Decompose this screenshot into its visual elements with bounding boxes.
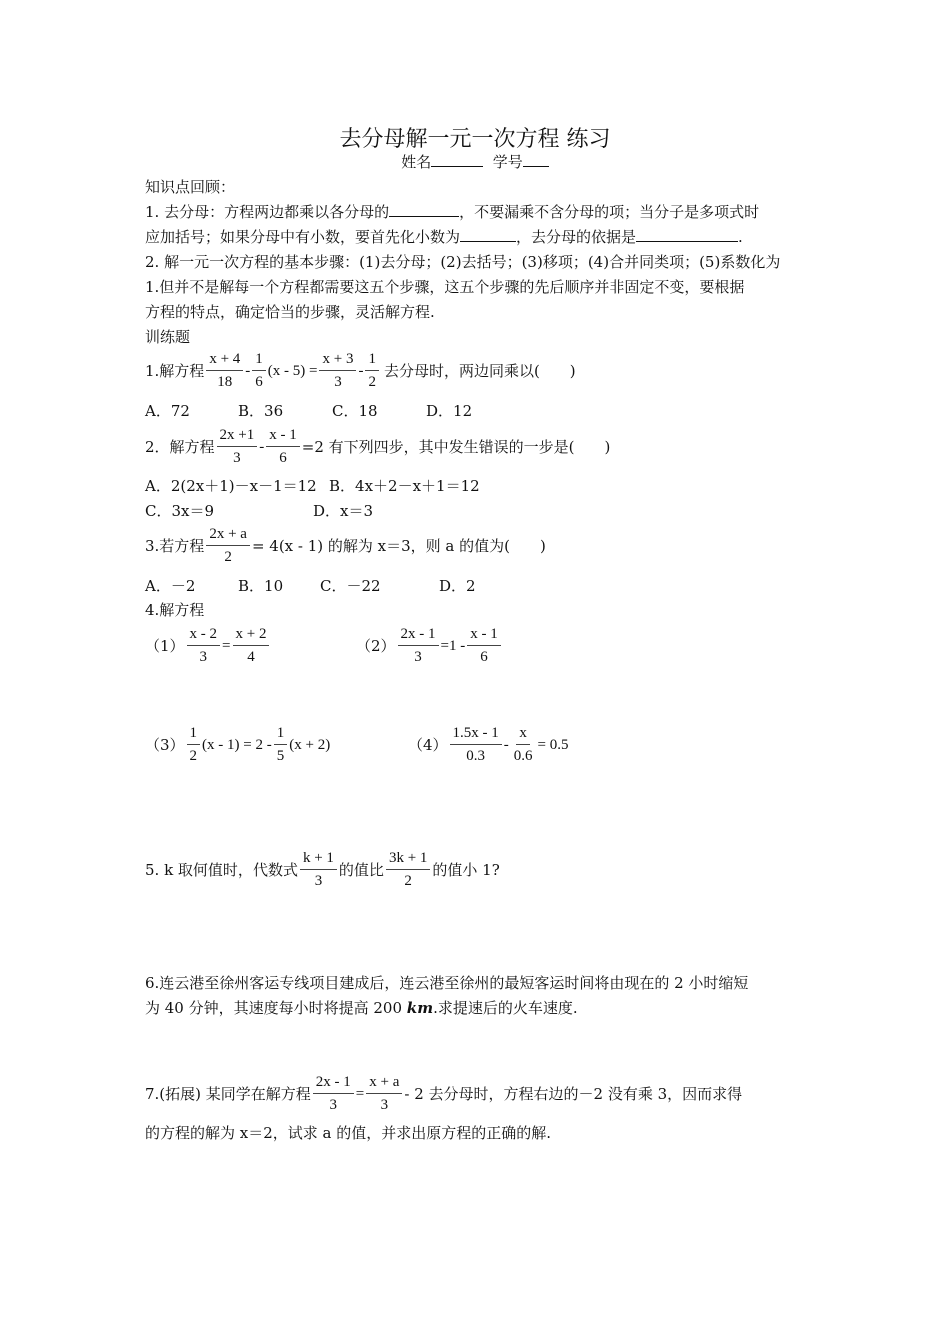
fraction [206, 525, 250, 566]
review-heading: 知识点回顾： [145, 178, 236, 196]
denominator: 4 [247, 649, 255, 665]
q1-suffix: 去分母时，两边同乘以( ) [383, 361, 576, 380]
fraction [467, 625, 501, 666]
numerator: x + 3 [319, 350, 356, 371]
numerator: 1 [274, 724, 288, 745]
operator: - [358, 362, 364, 379]
option-b[interactable]: B．36 [238, 402, 284, 420]
fraction [398, 625, 439, 666]
question-5 [145, 849, 500, 890]
option-b[interactable]: B．10 [238, 577, 284, 595]
unit-km: km [406, 999, 434, 1017]
question-7-line-2: 的方程的解为 x＝2，试求 a 的值，并求出原方程的正确的解. [145, 1124, 552, 1142]
q5-suffix: 的值小 1? [432, 860, 500, 879]
numerator: x + 2 [233, 625, 270, 646]
denominator: 5 [276, 748, 285, 764]
denominator: 2 [189, 748, 198, 764]
numerator: 1.5x - 1 [450, 724, 502, 745]
denominator: 2 [404, 873, 412, 889]
numerator: x + a [366, 1073, 402, 1094]
denominator: 3 [334, 374, 342, 390]
fraction [366, 1073, 402, 1114]
denominator: 2 [368, 374, 376, 390]
fraction [252, 350, 266, 391]
q3-prefix: 3.若方程 [145, 536, 205, 555]
fraction [266, 426, 300, 467]
expression: (x + 2) [289, 736, 331, 753]
numerator: x - 1 [467, 625, 501, 646]
q2-prefix: 2．解方程 [145, 437, 215, 456]
review-point-2-line-1: 2. 解一元一次方程的基本步骤：(1)去分母；(2)去括号；(3)移项；(4)合并同类项；(5)系数化为 [145, 253, 781, 271]
q7-suffix: - 2 去分母时，方程右边的－2 没有乘 3，因而求得 [404, 1084, 743, 1103]
operator: - [503, 736, 509, 753]
option-b[interactable]: B．4x＋2－x＋1＝12 [329, 477, 480, 495]
equation-label: （4） [408, 735, 448, 754]
review-point-2-line-3: 方程的特点，确定恰当的步骤，灵活解方程. [145, 303, 435, 321]
numerator: k + 1 [300, 849, 337, 870]
blank-integer[interactable] [460, 227, 516, 242]
expression: =1 - [440, 637, 466, 654]
text: ，不要漏乘不含分母的项；当分子是多项式时 [459, 203, 760, 221]
text: 应加括号；如果分母中有小数，要首先化小数为 [145, 228, 461, 246]
q2-suffix: =2 有下列四步，其中发生错误的一步是( ) [301, 437, 611, 456]
fraction [274, 724, 288, 765]
expression: (x - 1) = 2 - [202, 736, 272, 753]
option-d[interactable]: D．12 [426, 402, 473, 420]
text: . [738, 228, 743, 246]
training-heading: 训练题 [145, 328, 191, 346]
q5-prefix: 5. k 取何值时，代数式 [145, 860, 298, 879]
option-c[interactable]: C．18 [332, 402, 378, 420]
q7-prefix: 7.(拓展) 某同学在解方程 [145, 1084, 311, 1103]
denominator: 3 [329, 1097, 338, 1113]
option-c[interactable]: C．3x＝9 [145, 502, 215, 520]
denominator: 2 [224, 549, 232, 565]
equation-label: （2） [356, 636, 396, 655]
numerator: 1 [252, 350, 266, 371]
fraction [386, 849, 430, 890]
option-d[interactable]: D．x＝3 [313, 502, 374, 520]
fraction [511, 724, 536, 765]
fraction [217, 426, 258, 467]
question-6-line-1: 6.连云港至徐州客运专线项目建成后，连云港至徐州的最短客运时间将由现在的 2 小时缩短 [145, 974, 749, 992]
option-a[interactable]: A．－2 [145, 577, 196, 595]
option-a[interactable]: A．72 [145, 402, 190, 420]
denominator: 3 [314, 873, 323, 889]
fraction [319, 350, 356, 391]
q4-equation-2 [356, 625, 503, 666]
numerator: x [516, 724, 530, 745]
blank-common-multiple[interactable] [389, 202, 459, 217]
blank-basis[interactable] [636, 227, 738, 242]
numerator: 2x + a [206, 525, 250, 546]
fraction [450, 724, 502, 765]
numerator: x - 2 [187, 625, 221, 646]
text: 为 40 分钟，其速度每小时将提高 200 [145, 999, 407, 1017]
numerator: 2x - 1 [398, 625, 439, 646]
fraction [206, 350, 243, 391]
numerator: 2x - 1 [313, 1073, 354, 1094]
numerator: x + 4 [206, 350, 243, 371]
name-label: 姓名 [401, 153, 432, 171]
q5-mid: 的值比 [338, 860, 384, 879]
fraction [300, 849, 337, 890]
numerator: 2x +1 [217, 426, 258, 447]
question-1 [145, 350, 576, 391]
operator: = [222, 637, 231, 654]
operator: = [355, 1085, 365, 1102]
name-blank[interactable] [431, 152, 483, 167]
denominator: 0.3 [466, 748, 486, 764]
denominator: 6 [480, 649, 488, 665]
q4-equation-3 [145, 724, 330, 765]
numerator: 1 [365, 350, 379, 371]
denominator: 18 [217, 374, 233, 390]
student-info-line [0, 151, 950, 172]
operator: - [245, 362, 251, 379]
question-6-line-2 [145, 998, 578, 1018]
denominator: 3 [380, 1097, 389, 1113]
equation-label: （3） [145, 735, 185, 754]
expression: = 0.5 [537, 736, 569, 753]
q4-equation-1 [145, 625, 271, 666]
option-c[interactable]: C．－22 [320, 577, 381, 595]
review-point-1-line-2 [145, 227, 743, 247]
numerator: 1 [187, 724, 201, 745]
fraction [365, 350, 379, 391]
denominator: 3 [199, 649, 208, 665]
equation-label: （1） [145, 636, 185, 655]
id-label: 学号 [492, 153, 523, 171]
q1-prefix: 1.解方程 [145, 361, 205, 380]
denominator: 6 [279, 450, 287, 466]
fraction [233, 625, 270, 666]
fraction [187, 724, 201, 765]
page-title: 去分母解一元一次方程 练习 [339, 127, 611, 152]
denominator: 3 [414, 649, 422, 665]
question-3 [145, 525, 546, 566]
text: ，去分母的依据是 [516, 228, 637, 246]
expression: (x - 5) = [267, 362, 318, 379]
text: .求提速后的火车速度. [433, 999, 578, 1017]
q4-heading: 4.解方程 [145, 601, 205, 619]
id-blank[interactable] [523, 152, 549, 167]
operator: - [259, 438, 265, 455]
numerator: x - 1 [266, 426, 300, 447]
denominator: 3 [233, 450, 241, 466]
denominator: 0.6 [513, 748, 533, 764]
text: 1. 去分母：方程两边都乘以各分母的 [145, 203, 390, 221]
q3-suffix: = 4(x - 1) 的解为 x＝3，则 a 的值为( ) [251, 536, 546, 555]
review-point-1-line-1 [145, 202, 759, 222]
q4-equation-4 [408, 724, 569, 765]
question-2 [145, 426, 610, 467]
option-d[interactable]: D．2 [439, 577, 476, 595]
denominator: 6 [255, 374, 263, 390]
review-point-2-line-2: 1.但并不是解每一个方程都需要这五个步骤，这五个步骤的先后顺序并非固定不变，要根据 [145, 278, 745, 296]
numerator: 3k + 1 [386, 849, 430, 870]
question-7 [145, 1073, 742, 1114]
option-a[interactable]: A．2(2x＋1)－x－1＝12 [145, 477, 317, 495]
fraction [313, 1073, 354, 1114]
fraction [187, 625, 221, 666]
